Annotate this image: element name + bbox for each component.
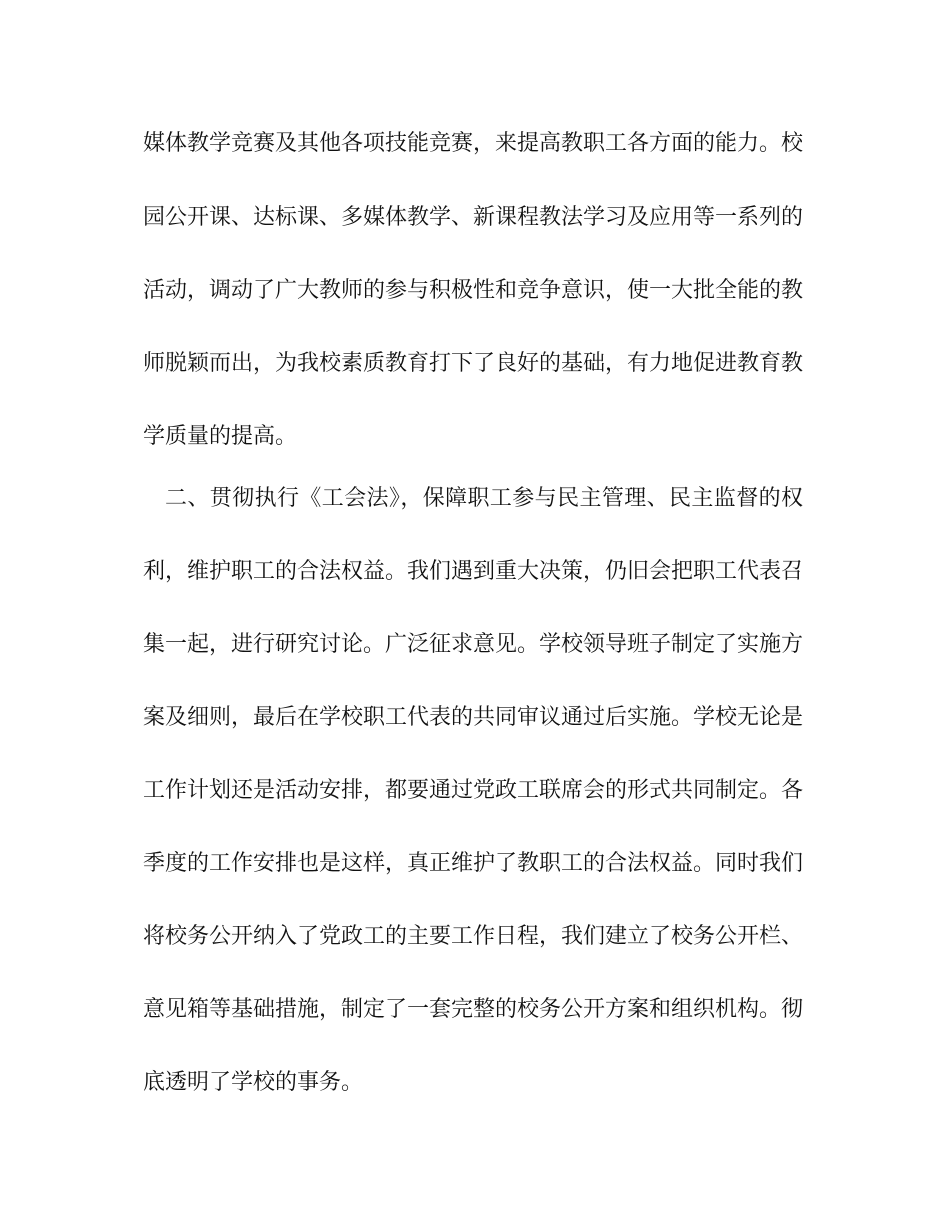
text-line: 案及细则，最后在学校职工代表的共同审议通过后实施。学校无论是 — [143, 705, 804, 730]
section-heading-line: 二、贯彻执行《工会法》，保障职工参与民主管理、民主监督的权 — [165, 486, 803, 511]
text-line: 底透明了学校的事务。 — [143, 1070, 364, 1095]
text-line: 意见箱等基础措施，制定了一套完整的校务公开方案和组织机构。彻 — [143, 997, 804, 1022]
text-line: 园公开课、达标课、多媒体教学、新课程教法学习及应用等一系列的 — [143, 205, 804, 230]
text-line: 师脱颖而出，为我校素质教育打下了良好的基础，有力地促进教育教 — [143, 351, 804, 376]
text-line: 季度的工作安排也是这样，真正维护了教职工的合法权益。同时我们 — [143, 851, 804, 876]
text-line: 将校务公开纳入了党政工的主要工作日程，我们建立了校务公开栏、 — [143, 924, 804, 949]
text-line: 媒体教学竞赛及其他各项技能竞赛，来提高教职工各方面的能力。校 — [143, 131, 804, 156]
text-line: 学质量的提高。 — [143, 424, 298, 449]
text-line: 利，维护职工的合法权益。我们遇到重大决策，仍旧会把职工代表召 — [143, 559, 804, 584]
text-line: 活动，调动了广大教师的参与积极性和竞争意识，使一大批全能的教 — [143, 278, 804, 303]
text-line: 工作计划还是活动安排，都要通过党政工联席会的形式共同制定。各 — [143, 778, 804, 803]
text-line: 集一起，进行研究讨论。广泛征求意见。学校领导班子制定了实施方 — [143, 632, 804, 657]
